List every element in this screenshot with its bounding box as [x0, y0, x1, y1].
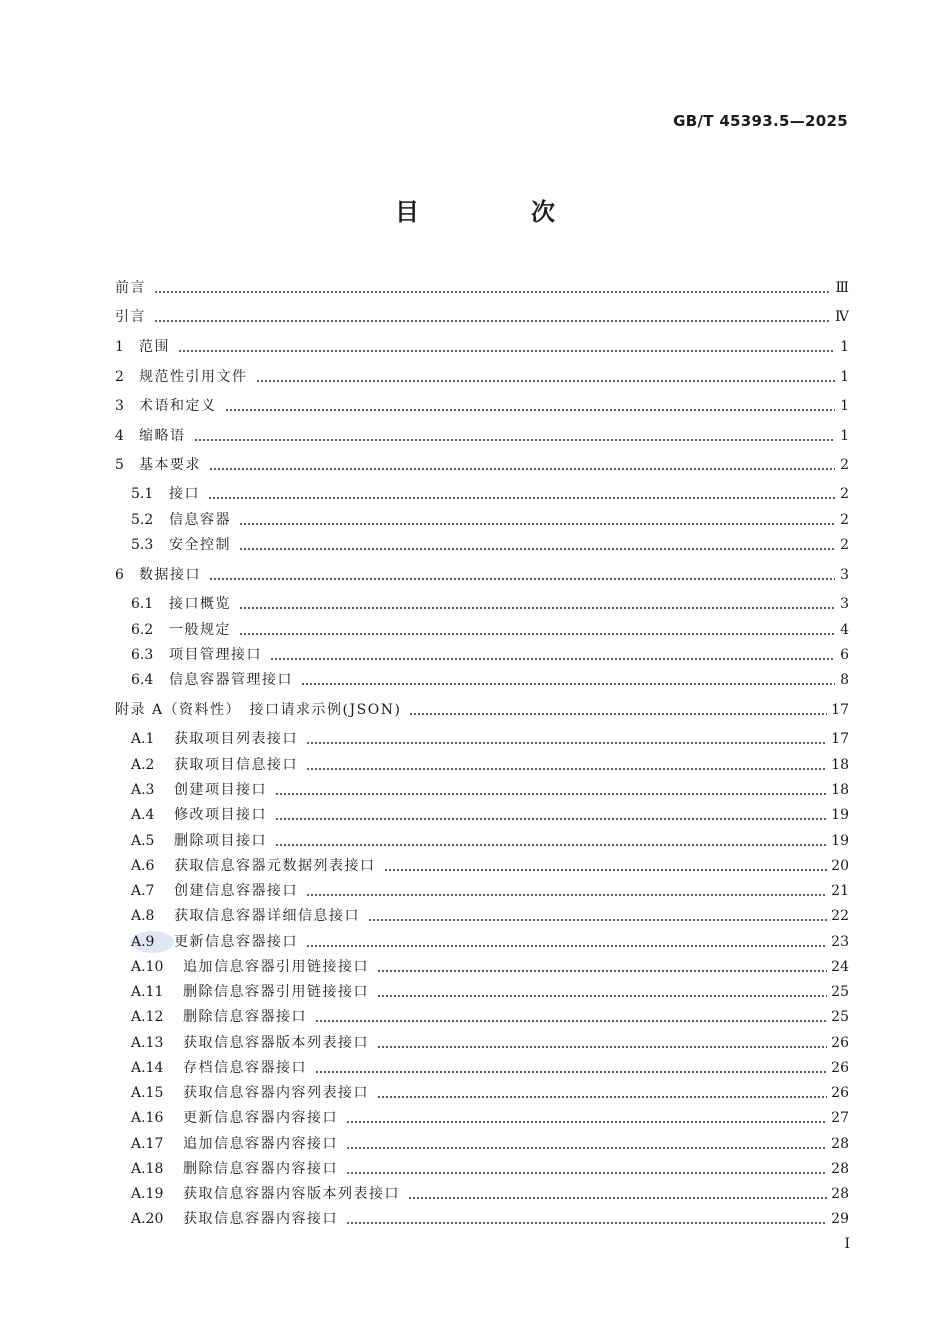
toc-entry-label: 一般规定	[169, 622, 231, 638]
toc-entry-page: Ⅳ	[835, 309, 849, 325]
toc-entry[interactable]	[131, 830, 849, 852]
toc-entry[interactable]	[131, 1133, 849, 1155]
toc-entry-label: 创建项目接口	[174, 782, 267, 798]
toc-entry-label: 删除信息容器接口	[183, 1009, 307, 1025]
toc-entry-label: 修改项目接口	[174, 807, 267, 823]
toc-entry-number: 3	[115, 398, 124, 414]
toc-leader-dots	[377, 956, 827, 978]
toc-entry-label: 基本要求	[139, 457, 201, 473]
toc-entry-label: 更新信息容器内容接口	[183, 1110, 338, 1126]
toc-entry-label: 范围	[139, 339, 170, 355]
toc-entry[interactable]	[131, 619, 849, 641]
toc-entry-label: 缩略语	[139, 428, 186, 444]
toc-entry-label: 存档信息容器接口	[183, 1060, 307, 1076]
toc-leader-dots	[275, 804, 827, 826]
toc-entry[interactable]	[115, 277, 849, 299]
toc-entry-number: 6.3	[131, 647, 154, 663]
toc-leader-dots	[194, 425, 836, 447]
toc-entry-label: 数据接口	[139, 567, 201, 583]
toc-entry-page: 28	[831, 1136, 849, 1152]
toc-entry-label: 获取信息容器详细信息接口	[174, 908, 360, 924]
toc-entry-label: 获取信息容器内容列表接口	[183, 1085, 369, 1101]
toc-entry-page: 28	[831, 1186, 849, 1202]
toc-entry-number: A.9	[131, 931, 174, 953]
toc-entry-number: 5.1	[131, 486, 154, 502]
toc-entry[interactable]	[131, 779, 849, 801]
toc-entry-number: 6.1	[131, 596, 154, 612]
toc-entry-page: 1	[840, 428, 849, 444]
toc-entry-number: A.4	[131, 807, 155, 823]
toc-entry[interactable]	[115, 306, 849, 328]
toc-entry-label: 附录 A（资料性） 接口请求示例(JSON)	[115, 702, 402, 718]
toc-entry-number: 4	[115, 428, 124, 444]
toc-leader-dots	[154, 306, 831, 328]
toc-entry-page: 19	[831, 833, 849, 849]
toc-entry-number: A.11	[131, 984, 164, 1000]
toc-entry[interactable]	[115, 564, 849, 586]
toc-entry-label: 前言	[115, 280, 146, 296]
toc-entry-page: 25	[831, 1009, 849, 1025]
toc-entry-number: 6.4	[131, 672, 154, 688]
toc-title: 目 次	[395, 198, 599, 226]
toc-entry-label: 规范性引用文件	[139, 369, 248, 385]
toc-entry[interactable]	[131, 593, 849, 615]
toc-entry-number: A.12	[131, 1009, 164, 1025]
toc-leader-dots	[256, 366, 836, 388]
toc-entry[interactable]	[115, 425, 849, 447]
toc-entry-label: 删除项目接口	[174, 833, 267, 849]
standard-code: GB/T 45393.5—2025	[673, 112, 848, 130]
toc-entry-number: A.17	[131, 1136, 164, 1152]
toc-entry[interactable]	[131, 644, 849, 666]
toc-entry-label: 引言	[115, 309, 146, 325]
toc-entry-page: 2	[840, 537, 849, 553]
toc-entry[interactable]	[131, 669, 849, 691]
toc-entry-label: 更新信息容器接口	[174, 934, 298, 950]
toc-entry-number: A.19	[131, 1186, 164, 1202]
toc-leader-dots	[239, 619, 835, 641]
toc-entry-number: A.14	[131, 1060, 164, 1076]
toc-leader-dots	[208, 483, 835, 505]
toc-entry-number: A.18	[131, 1161, 164, 1177]
toc-entry-label: 信息容器管理接口	[169, 672, 293, 688]
toc-entry[interactable]	[115, 454, 849, 476]
toc-entry[interactable]	[131, 1208, 849, 1230]
toc-entry-page: 1	[840, 339, 849, 355]
toc-leader-dots	[306, 931, 827, 953]
toc-entry-page: 17	[831, 702, 849, 718]
toc-entry[interactable]	[131, 483, 849, 505]
toc-entry-page: 17	[831, 731, 849, 747]
toc-leader-dots	[306, 880, 827, 902]
toc-entry-number: A.20	[131, 1211, 164, 1227]
toc-leader-dots	[178, 336, 835, 358]
toc-entry-number: A.15	[131, 1085, 164, 1101]
toc-entry-page: 29	[831, 1211, 849, 1227]
toc-entry-page: 4	[840, 622, 849, 638]
toc-entry-number: 6.2	[131, 622, 154, 638]
toc-entry-number: A.10	[131, 959, 164, 975]
toc-entry-number: 5	[115, 457, 124, 473]
toc-entry-number: A.6	[131, 858, 155, 874]
toc-entry-page: 3	[840, 567, 849, 583]
toc-entry-page: 8	[840, 672, 849, 688]
toc-entry-page: Ⅲ	[835, 280, 849, 296]
toc-entry[interactable]	[131, 1082, 849, 1104]
page-number: I	[844, 1236, 850, 1252]
toc-leader-dots	[275, 830, 827, 852]
toc-entry-label: 接口概览	[169, 596, 231, 612]
toc-entry-page: 28	[831, 1161, 849, 1177]
toc-leader-dots	[306, 754, 827, 776]
toc-entry-page: 18	[831, 782, 849, 798]
toc-leader-dots	[301, 669, 835, 691]
toc-entry-label: 获取信息容器版本列表接口	[183, 1035, 369, 1051]
toc-entry-page: 26	[831, 1060, 849, 1076]
toc-leader-dots	[346, 1208, 827, 1230]
toc-entry-number: A.7	[131, 883, 155, 899]
toc-entry-label: 信息容器	[169, 512, 231, 528]
toc-entry-label: 获取项目列表接口	[174, 731, 298, 747]
toc-entry-page: 6	[840, 647, 849, 663]
toc-entry-page: 1	[840, 398, 849, 414]
toc-entry-label: 追加信息容器引用链接接口	[183, 959, 369, 975]
toc-entry-label: 获取信息容器内容版本列表接口	[183, 1186, 400, 1202]
toc-entry[interactable]	[131, 1158, 849, 1180]
toc-leader-dots	[346, 1133, 827, 1155]
toc-entry-label: 安全控制	[169, 537, 231, 553]
toc-entry-label: 删除信息容器引用链接接口	[183, 984, 369, 1000]
toc-entry-page: 26	[831, 1085, 849, 1101]
toc-entry-page: 1	[840, 369, 849, 385]
toc-leader-dots	[315, 1057, 827, 1079]
toc-entry-page: 27	[831, 1110, 849, 1126]
toc-entry[interactable]	[131, 804, 849, 826]
toc-leader-dots	[384, 855, 828, 877]
toc-leader-dots	[225, 395, 836, 417]
toc-entry[interactable]	[131, 728, 849, 750]
toc-entry-number: 1	[115, 339, 124, 355]
toc-entry-number: 5.2	[131, 512, 154, 528]
toc-entry-page: 21	[831, 883, 849, 899]
toc-entry-number: 2	[115, 369, 124, 385]
toc-leader-dots	[239, 534, 835, 556]
toc-entry[interactable]	[131, 1006, 849, 1028]
toc-leader-dots	[377, 981, 827, 1003]
toc-entry-page: 20	[831, 858, 849, 874]
toc-entry-page: 2	[840, 486, 849, 502]
toc-entry-label: 获取项目信息接口	[174, 757, 298, 773]
toc-entry-label: 追加信息容器内容接口	[183, 1136, 338, 1152]
toc-entry[interactable]	[115, 699, 849, 721]
toc-entry-number: A.1	[131, 731, 155, 747]
toc-entry-number: A.5	[131, 833, 155, 849]
toc-entry-page: 3	[840, 596, 849, 612]
toc-entry-label: 术语和定义	[139, 398, 217, 414]
toc-entry-page: 19	[831, 807, 849, 823]
toc-entry-page: 18	[831, 757, 849, 773]
toc-entry-number: A.3	[131, 782, 155, 798]
toc-entry[interactable]	[131, 855, 849, 877]
toc-leader-dots	[368, 905, 827, 927]
toc-leader-dots	[377, 1082, 827, 1104]
toc-entry-page: 2	[840, 457, 849, 473]
toc-leader-dots	[315, 1006, 827, 1028]
toc-entry-page: 22	[831, 908, 849, 924]
toc-leader-dots	[239, 593, 835, 615]
toc-entry[interactable]	[115, 395, 849, 417]
toc-entry[interactable]	[131, 1107, 849, 1129]
toc-entry[interactable]	[131, 880, 849, 902]
toc-leader-dots	[209, 564, 835, 586]
toc-entry[interactable]	[131, 931, 849, 953]
toc-entry[interactable]	[131, 1057, 849, 1079]
toc-entry-number: 5.3	[131, 537, 154, 553]
toc-leader-dots	[409, 699, 827, 721]
toc-leader-dots	[306, 728, 827, 750]
toc-leader-dots	[346, 1107, 827, 1129]
toc-entry-label: 获取信息容器内容接口	[183, 1211, 338, 1227]
toc-entry-number: 6	[115, 567, 124, 583]
toc-entry[interactable]	[115, 366, 849, 388]
toc-entry-label: 删除信息容器内容接口	[183, 1161, 338, 1177]
toc-entry[interactable]	[131, 534, 849, 556]
toc-entry-number: A.16	[131, 1110, 164, 1126]
toc-leader-dots	[209, 454, 835, 476]
toc-entry-number: A.2	[131, 757, 155, 773]
toc-entry[interactable]	[131, 1032, 849, 1054]
toc-entry[interactable]	[131, 509, 849, 531]
toc-entry-label: 接口	[169, 486, 200, 502]
toc-entry-page: 23	[831, 934, 849, 950]
toc-entry[interactable]	[115, 336, 849, 358]
toc-entry[interactable]	[131, 956, 849, 978]
toc-leader-dots	[408, 1183, 827, 1205]
toc-leader-dots	[346, 1158, 827, 1180]
toc-entry-page: 26	[831, 1035, 849, 1051]
toc-entry[interactable]	[131, 905, 849, 927]
toc-entry[interactable]	[131, 1183, 849, 1205]
toc-leader-dots	[275, 779, 827, 801]
toc-entry-label: 创建信息容器接口	[174, 883, 298, 899]
toc-entry-page: 25	[831, 984, 849, 1000]
toc-entry-page: 2	[840, 512, 849, 528]
toc-entry-number: A.8	[131, 908, 155, 924]
toc-entry-label: 项目管理接口	[169, 647, 262, 663]
toc-entry[interactable]	[131, 754, 849, 776]
toc-entry-label: 获取信息容器元数据列表接口	[174, 858, 376, 874]
toc-leader-dots	[239, 509, 835, 531]
toc-entry-number: A.13	[131, 1035, 164, 1051]
toc-leader-dots	[154, 277, 831, 299]
toc-entry[interactable]	[131, 981, 849, 1003]
toc-leader-dots	[270, 644, 835, 666]
toc-entry-page: 24	[831, 959, 849, 975]
toc-leader-dots	[377, 1032, 827, 1054]
